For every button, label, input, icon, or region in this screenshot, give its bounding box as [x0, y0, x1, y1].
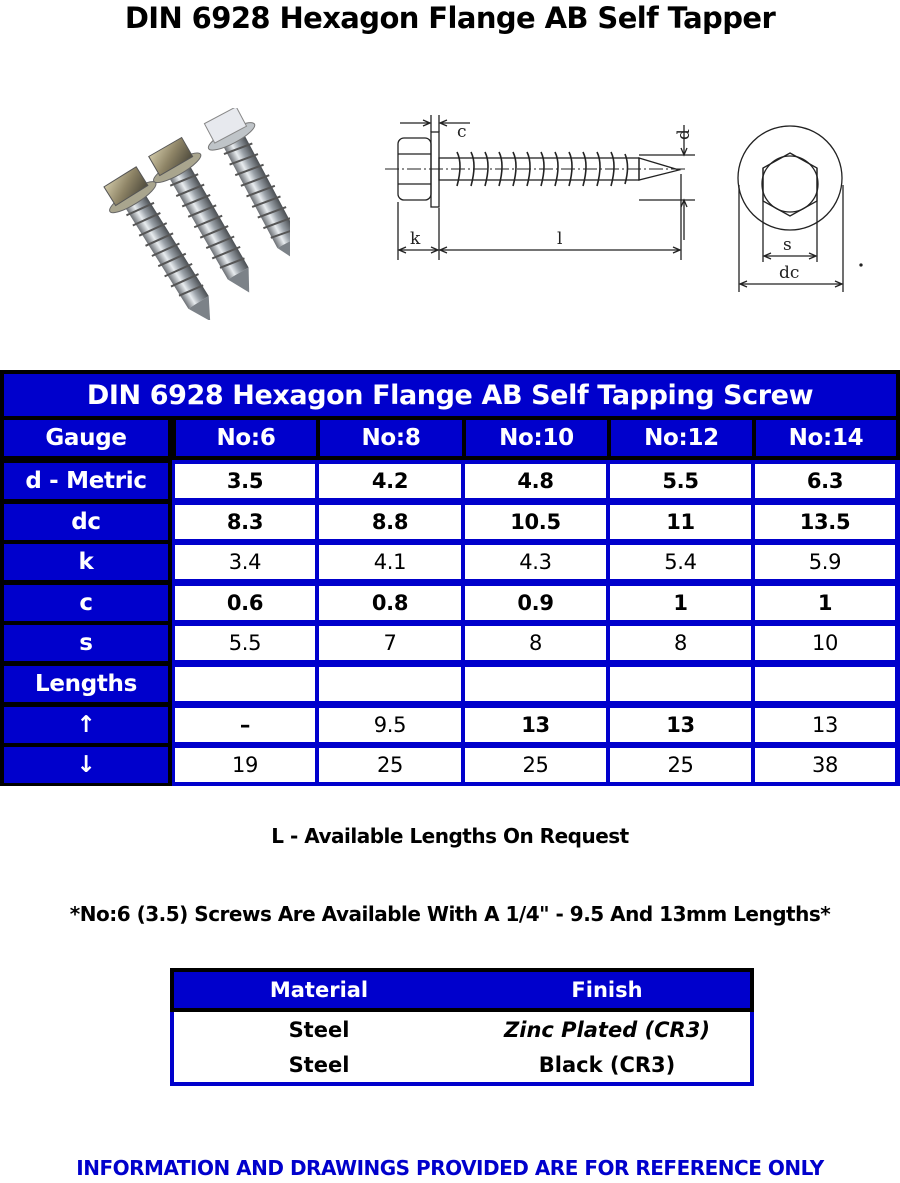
row-label: k: [4, 544, 168, 580]
no6-note: *No:6 (3.5) Screws Are Available With A 1/4" - 9.5 And 13mm Lengths*: [69, 902, 831, 926]
value-cell: 38: [755, 748, 895, 782]
value-cell: 7: [319, 626, 461, 660]
value-cell: 5.5: [175, 626, 315, 660]
lengths-note: L - Available Lengths On Request: [271, 824, 629, 848]
gauge-column-header: No:12: [611, 420, 752, 456]
material-table: [170, 968, 754, 1086]
value-cell: 4.8: [465, 464, 606, 498]
value-cell: 5.4: [610, 545, 751, 579]
value-cell: 4.1: [319, 545, 461, 579]
svg-text:d: d: [674, 129, 694, 140]
finish-header: Finish: [571, 978, 643, 1002]
spec-row: [0, 583, 900, 623]
value-cell: 25: [610, 748, 751, 782]
value-cell: 3.5: [175, 464, 315, 498]
row-label: c: [4, 585, 168, 621]
gauge-column-header: No:6: [176, 420, 316, 456]
value-cell: 25: [465, 748, 606, 782]
svg-text:l: l: [557, 229, 563, 249]
value-cell: [465, 667, 606, 701]
value-cell: 0.8: [319, 586, 461, 620]
row-label: d - Metric: [4, 463, 168, 499]
spec-table: [0, 370, 900, 786]
svg-text:k: k: [410, 229, 421, 249]
spec-row: [0, 542, 900, 582]
value-cell: –: [175, 708, 315, 742]
gauge-column-header: No:10: [466, 420, 607, 456]
spec-row: [0, 502, 900, 542]
value-cell: [319, 667, 461, 701]
row-label: dc: [4, 504, 168, 540]
screw-photo-icon: [75, 108, 290, 320]
value-cell: 1: [755, 586, 895, 620]
svg-text:dc: dc: [779, 263, 800, 283]
value-cell: 10: [755, 626, 895, 660]
gauge-header-row: [0, 420, 900, 460]
svg-text:s: s: [783, 235, 792, 255]
value-cell: [755, 667, 895, 701]
value-cell: 9.5: [319, 708, 461, 742]
spec-row: [0, 745, 900, 785]
gauge-column-header: No:8: [320, 420, 462, 456]
value-cell: 1: [610, 586, 751, 620]
dim-label-c: c: [457, 122, 467, 142]
material-cell: Steel: [288, 1018, 350, 1042]
value-cell: 13.5: [755, 505, 895, 539]
value-cell: 19: [175, 748, 315, 782]
value-cell: 13: [465, 708, 606, 742]
row-label: ↓: [4, 747, 168, 783]
row-label: ↑: [4, 707, 168, 743]
spec-row: [0, 705, 900, 745]
material-table-body: [174, 1012, 750, 1082]
spec-table-title: DIN 6928 Hexagon Flange AB Self Tapping Screw: [4, 374, 896, 416]
value-cell: 8.8: [319, 505, 461, 539]
value-cell: [175, 667, 315, 701]
value-cell: 4.3: [465, 545, 606, 579]
page-title: DIN 6928 Hexagon Flange AB Self Tapper: [124, 1, 776, 35]
value-cell: 3.4: [175, 545, 315, 579]
value-cell: 0.6: [175, 586, 315, 620]
gauge-header: Gauge: [4, 420, 168, 456]
material-cell: Steel: [288, 1053, 350, 1077]
material-table-header: [170, 968, 754, 1012]
value-cell: 8.3: [175, 505, 315, 539]
value-cell: 8: [465, 626, 606, 660]
value-cell: 4.2: [319, 464, 461, 498]
row-label: s: [4, 625, 168, 661]
spec-row: [0, 664, 900, 704]
gauge-column-header: No:14: [756, 420, 896, 456]
value-cell: 5.9: [755, 545, 895, 579]
value-cell: [610, 667, 751, 701]
value-cell: 8: [610, 626, 751, 660]
spec-row: [0, 623, 900, 663]
reference-disclaimer: INFORMATION AND DRAWINGS PROVIDED ARE FOR REFERENCE ONLY: [76, 1156, 824, 1180]
material-header: Material: [269, 978, 369, 1002]
spec-row: [0, 461, 900, 501]
value-cell: 13: [755, 708, 895, 742]
row-label: Lengths: [4, 666, 168, 702]
value-cell: 0.9: [465, 586, 606, 620]
value-cell: 10.5: [465, 505, 606, 539]
value-cell: 11: [610, 505, 751, 539]
finish-cell: Black (CR3): [538, 1053, 676, 1077]
value-cell: 13: [610, 708, 751, 742]
value-cell: 6.3: [755, 464, 895, 498]
finish-cell: Zinc Plated (CR3): [504, 1018, 710, 1042]
value-cell: 5.5: [610, 464, 751, 498]
value-cell: 25: [319, 748, 461, 782]
technical-drawing-icon: [385, 110, 865, 325]
